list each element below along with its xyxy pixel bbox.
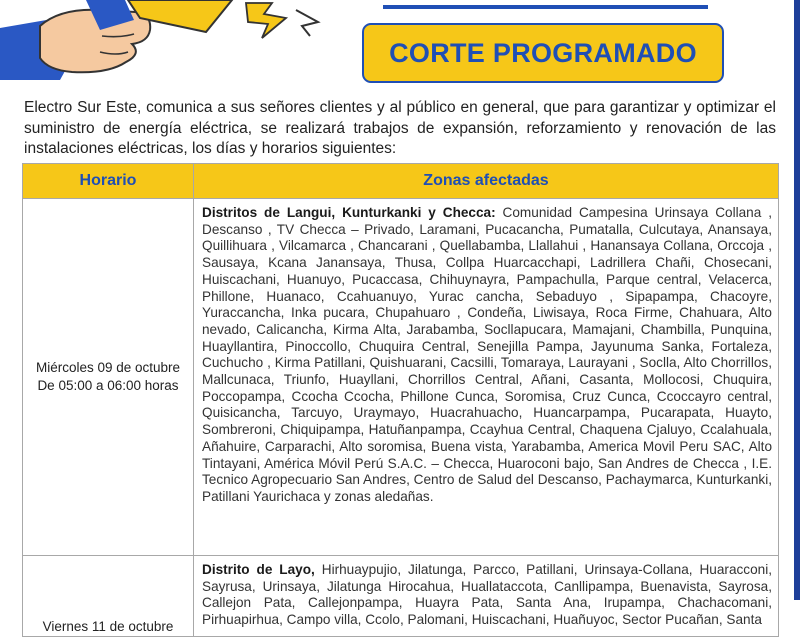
zones-cell xyxy=(194,199,779,556)
schedule-table xyxy=(22,163,779,637)
zones-text: Comunidad Campesina Urinsaya Collana , Descanso , TV Checca – Privado, Laramani, Pucacancha, Pumatalla, Culcutaya, Anansaya, Quillihuara , Vilcamarca , Chancarani , Quellabamba, Llallahui , Hanansaya Collana, Orccoja , Sausaya, Kcana Janansaya, Thusa, Collpa Huarcacchapi, Ladrillera Chañi, Chosecani, Huiscachani, Huanuyo, Pucaccasa, Chihuynayra, Pampachulla, Parque central, Velacerca, Phillone, Huanaco, Ccahuanuyo, Yurac cancha, Sebaduyo , Sipapampa, Chacoyre, Yuraccancha, Inka pucara, Chupahuaro , Condeña, Liwisaya, Roca Firme, Chahuara, Alto nevado, Calicancha, Kirma Alta, Jarabamba, Socllapucara, Mamajani, Chambilla, Punquina, Huayllantira, Pinoccollo, Chuquira Central, Senejilla Pampa, Jayunuma Sanka, Fortaleza, Cuchucho , Kirma Patillani, Quishuarani, Cacsilli, Tomaraya, Laurayani , Soclla, Alto Chorrillos, Mallcunaca, Triunfo, Huayllani, Chorrillos Central, Añani, Casanta, Mollocosi, Chuquira, Poccopampa, Ccocha Ccocha, Phillone Cunca, Soromisa, Cruz Cunca, Ccoccayro central, Quisicancha, Tarcuyo, Uraymayo, Huacrahuacho, Huancarpampa, Pucarapata, Huayto, Sombreroni, Chiquipampa, Hatuñanpampa, Ccayhua Central, Chaquena Cjaluyo, Ccalahuala, Añahuire, Carparachi, Alto soromisa, Buena vista, Yarabamba, America Movil Peru SAC, Alto Tintayani, América Móvil Perú S.A.C. – Checca, Huaroconi bajo, San Andres de Checca , I.E. Tecnico Agropecuario San Andres, Centro de Salud del Descanso, Pachaymarca, Kunturkanki, Patillani Yaurichaca y zonas aledañas. xyxy=(202,205,772,504)
megaphone-illustration xyxy=(0,0,330,80)
time-text: De 05:00 a 06:00 horas xyxy=(37,378,179,393)
table-header-row xyxy=(23,164,779,199)
zones-cell xyxy=(194,556,779,637)
date-text: Viernes 11 de octubre xyxy=(42,619,174,634)
header-zonas: Zonas afectadas xyxy=(194,164,779,199)
table-row xyxy=(23,199,779,556)
zones-text: Hirhuaypujio, Jilatunga, Parcco, Patillani, Urinsaya-Collana, Huaracconi, Sayrusa, Urinsaya, Jilatunga Hirocahua, Huallataccota, Canllipampa, Buenavista, Sayrosa, Callejon Pata, Callejonpampa, Huayra Pata, Santa Ana, Irupampa, Chachacomani, Pirhuapirhua, Campo villa, Ccolo, Palomani, Huiscachani, Huañuyoc, Sector Pucañan, Santa xyxy=(202,562,773,628)
time-cell xyxy=(23,199,194,556)
header-rule xyxy=(383,5,708,9)
intro-paragraph: Electro Sur Este, comunica a sus señores clientes y al público en general, que para garantizar y optimizar el suministro de energía eléctrica, se realizará trabajos de expansión, reforzamiento y renovación de las instalaciones eléctricas, los días y horarios siguientes: xyxy=(24,99,776,157)
date-text: Miércoles 09 de octubre xyxy=(35,360,181,375)
header-horario: Horario xyxy=(23,164,194,199)
district-label: Distrito de Layo, xyxy=(202,562,315,577)
district-label: Distritos de Langui, Kunturkanki y Checca: xyxy=(202,205,496,220)
time-cell xyxy=(23,556,194,637)
page-edge-strip xyxy=(794,0,800,600)
banner-title: CORTE PROGRAMADO xyxy=(362,23,724,83)
table-row xyxy=(23,556,779,637)
lightning-icon xyxy=(246,3,286,38)
